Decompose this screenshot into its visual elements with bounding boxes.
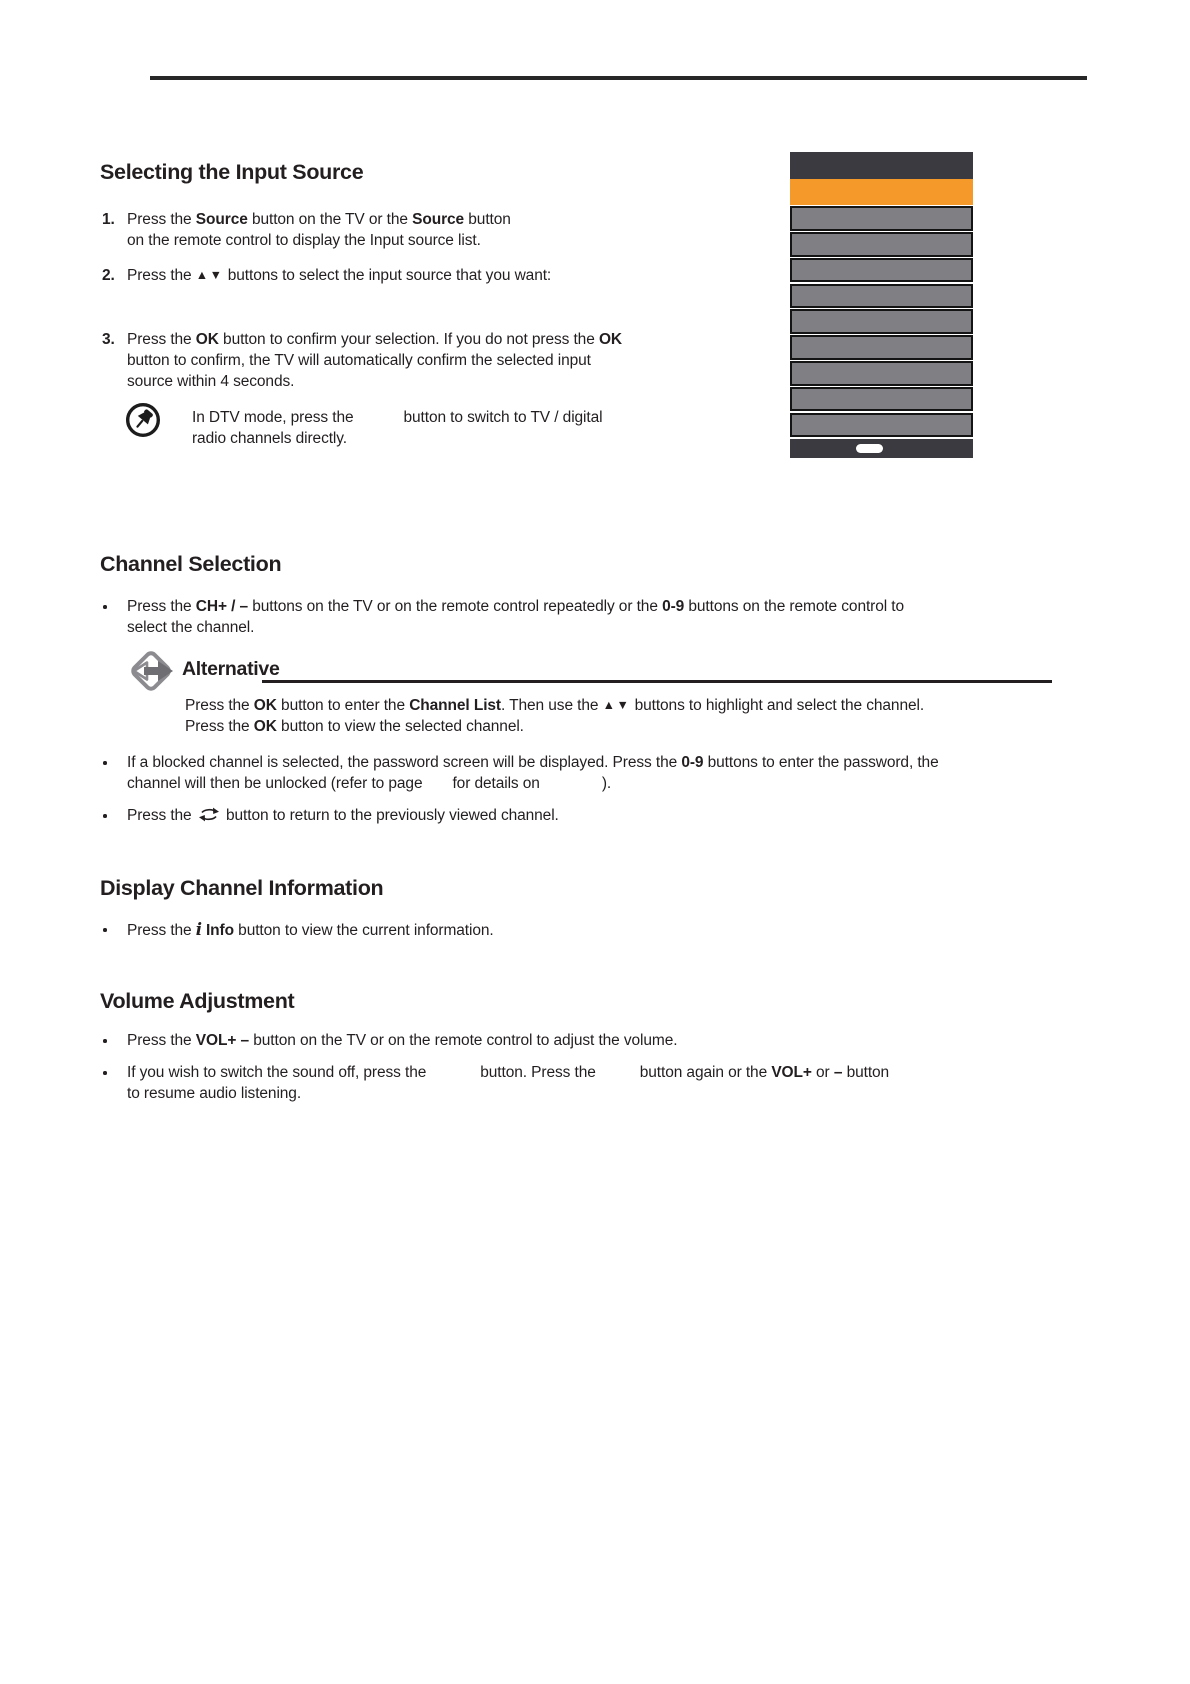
info-i-icon: i: [195, 920, 202, 939]
menu-selected-row: [790, 179, 973, 205]
alternative-line1: Press the OK button to enter the Channel List. Then use the ▲▼ buttons to highlight and select the channel.: [185, 697, 925, 714]
menu-ok-indicator: [856, 444, 883, 453]
alternative-arrow-icon: [127, 648, 177, 694]
heading-channel-selection: Channel Selection: [100, 552, 282, 576]
info-bullet-line: Press the i Info button to view the current information.: [127, 920, 494, 939]
step3-line3: source within 4 seconds.: [127, 373, 295, 390]
alternative-label: Alternative: [182, 658, 280, 680]
step3-line2: button to confirm, the TV will automatically confirm the selected input: [127, 352, 591, 369]
bullet-marker: [103, 814, 107, 818]
bullet-marker: [103, 605, 107, 609]
step-number: 1.: [102, 211, 115, 228]
heading-display-channel-information: Display Channel Information: [100, 876, 384, 900]
step-number: 3.: [102, 331, 115, 348]
menu-row: [790, 232, 973, 257]
blocked-channel-line1: If a blocked channel is selected, the password screen will be displayed. Press the 0-9 buttons to enter the password, the: [127, 754, 939, 771]
return-channel-line: Press the button to return to the previously viewed channel.: [127, 807, 559, 824]
bullet-marker: [103, 761, 107, 765]
step1-line1: Press the Source button on the TV or the Source button: [127, 211, 511, 228]
menu-row: [790, 387, 973, 412]
channel-bullet1-line1: Press the CH+ / – buttons on the TV or on the remote control repeatedly or the 0-9 buttons on the remote control to: [127, 598, 905, 615]
menu-row: [790, 309, 973, 334]
alternative-rule: [262, 680, 1052, 683]
step2-line1: Press the ▲▼ buttons to select the input source that you want:: [127, 267, 552, 284]
menu-header-bar: [790, 152, 973, 179]
menu-row: [790, 413, 973, 438]
bullet-marker: [103, 928, 107, 932]
header-rule: [150, 76, 1087, 80]
menu-row: [790, 335, 973, 360]
step-number: 2.: [102, 267, 115, 284]
menu-footer-bar: [790, 439, 973, 458]
bullet-marker: [103, 1071, 107, 1075]
step3-line1: Press the OK button to confirm your selection. If you do not press the OK: [127, 331, 622, 348]
up-down-arrows-icon: ▲▼: [602, 697, 631, 712]
note-line1: In DTV mode, press the button to switch to TV / digital: [192, 409, 603, 426]
menu-row: [790, 361, 973, 386]
note-pushpin-icon: [124, 401, 162, 439]
menu-row: [790, 206, 973, 231]
step1-line2: on the remote control to display the Input source list.: [127, 232, 481, 249]
heading-volume-adjustment: Volume Adjustment: [100, 989, 295, 1013]
return-channel-icon: [198, 807, 220, 822]
alternative-line2: Press the OK button to view the selected channel.: [185, 718, 524, 735]
note-line2: radio channels directly.: [192, 430, 347, 447]
channel-bullet1-line2: select the channel.: [127, 619, 255, 636]
volume-bullet2-line1: If you wish to switch the sound off, press the button. Press the button again or the VOL+ or – button: [127, 1064, 890, 1081]
blocked-channel-line2: channel will then be unlocked (refer to page for details on ).: [127, 775, 612, 792]
volume-bullet2-line2: to resume audio listening.: [127, 1085, 302, 1102]
heading-selecting-input-source: Selecting the Input Source: [100, 160, 364, 184]
input-source-list-graphic: [790, 152, 973, 458]
bullet-marker: [103, 1039, 107, 1043]
menu-row: [790, 284, 973, 309]
menu-row: [790, 258, 973, 283]
volume-bullet1-line: Press the VOL+ – button on the TV or on the remote control to adjust the volume.: [127, 1032, 678, 1049]
up-down-arrows-icon: ▲▼: [195, 267, 224, 282]
